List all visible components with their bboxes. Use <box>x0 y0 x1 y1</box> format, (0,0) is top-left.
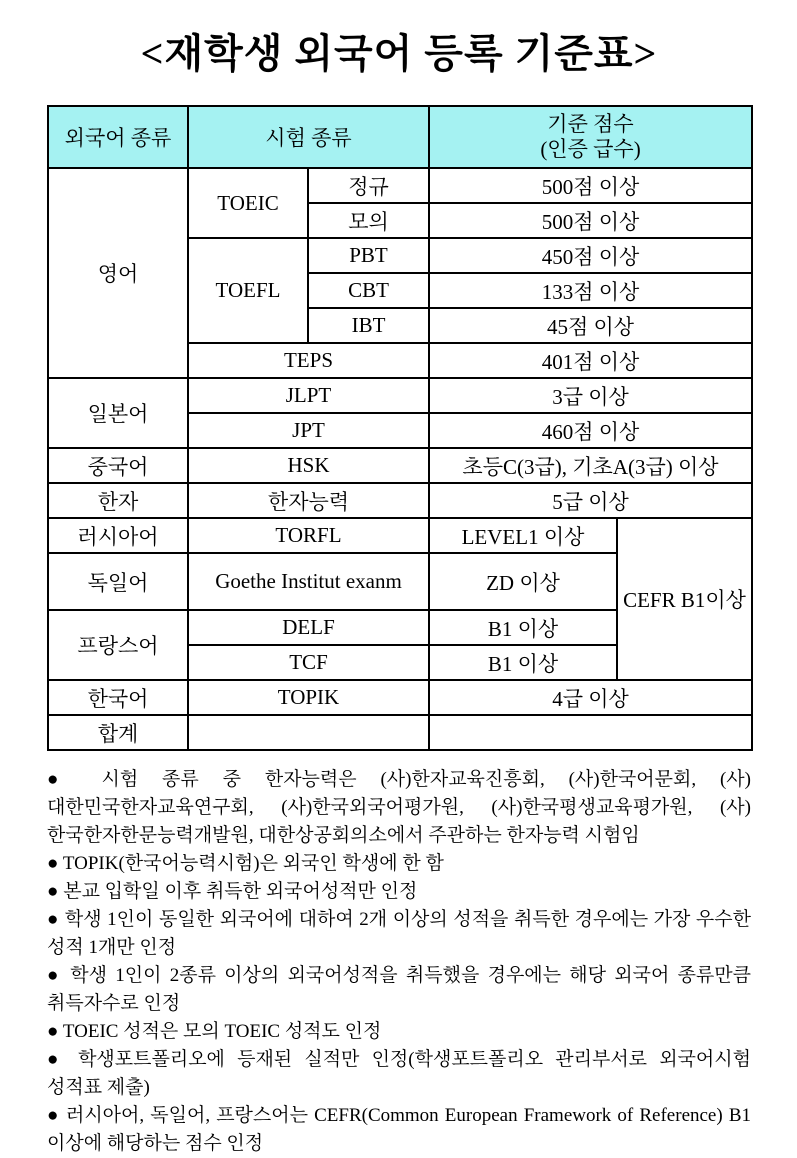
table-header-row <box>48 106 752 168</box>
cell-language-total: 합계 <box>48 715 188 750</box>
cell-score-toefl-pbt: 450점 이상 <box>429 238 752 273</box>
cell-language-korean: 한국어 <box>48 680 188 715</box>
cell-score-total-empty <box>429 715 752 750</box>
cell-language-hanja: 한자 <box>48 483 188 518</box>
header-score-line1: 기준 점수 <box>547 112 634 136</box>
note-after-admission: ● 본교 입학일 이후 취득한 외국어성적만 인정 <box>47 881 418 902</box>
note-best-score-only: ● 학생 1인이 동일한 외국어에 대하여 2개 이상의 성적을 취득한 경우에는 가장 우수한 성적 1개만 인정 <box>47 909 751 958</box>
cell-exam-hanja: 한자능력 <box>188 483 429 518</box>
page-title: <재학생 외국어 등록 기준표> <box>140 31 658 76</box>
cell-score-tcf: B1 이상 <box>429 645 617 680</box>
cell-exam-toefl-pbt: PBT <box>308 238 429 273</box>
cell-exam-toefl-cbt: CBT <box>308 273 429 308</box>
cell-score-toeic-regular: 500점 이상 <box>429 168 752 203</box>
table-row <box>48 715 752 750</box>
cell-exam-jpt: JPT <box>188 413 429 448</box>
table-row <box>48 483 752 518</box>
cell-exam-topik: TOPIK <box>188 680 429 715</box>
criteria-table <box>47 105 753 751</box>
cell-exam-toeic: TOEIC <box>188 168 308 238</box>
cell-exam-teps: TEPS <box>188 343 429 378</box>
table-row <box>48 378 752 413</box>
notes-section <box>47 766 751 1158</box>
note-mock-toeic: ● TOEIC 성적은 모의 TOEIC 성적도 인정 <box>47 1021 382 1042</box>
cell-score-hsk: 초등C(3급), 기초A(3급) 이상 <box>429 448 752 483</box>
note-portfolio: ● 학생포트폴리오에 등재된 실적만 인정(학생포트폴리오 관리부서로 외국어시험 성적표 제출) <box>47 1049 751 1098</box>
cell-score-cefr: CEFR B1이상 <box>617 518 752 680</box>
cell-exam-goethe: Goethe Institut exanm <box>188 553 429 610</box>
header-language: 외국어 종류 <box>48 106 188 168</box>
cell-language-german: 독일어 <box>48 553 188 610</box>
cell-exam-jlpt: JLPT <box>188 378 429 413</box>
cell-language-japanese: 일본어 <box>48 378 188 448</box>
header-score-line2: (인증 급수) <box>540 137 641 161</box>
table-row <box>48 518 752 553</box>
cell-language-chinese: 중국어 <box>48 448 188 483</box>
note-cefr-b1: ● 러시아어, 독일어, 프랑스어는 CEFR(Common European Framework of Reference) B1 이상에 해당하는 점수 인정 <box>47 1105 751 1154</box>
cell-score-jpt: 460점 이상 <box>429 413 752 448</box>
cell-score-teps: 401점 이상 <box>429 343 752 378</box>
cell-score-jlpt: 3급 이상 <box>429 378 752 413</box>
cell-language-english: 영어 <box>48 168 188 378</box>
note-hanja-organizations: ● 시험 종류 중 한자능력은 (사)한자교육진흥회, (사)한국어문회, (사)대한민국한자교육연구회, (사)한국외국어평가원, (사)한국평생교육평가원, (사)한국한자한문능력개발원, 대한상공회의소에서 주관하는 한자능력 시험임 <box>47 769 751 846</box>
cell-exam-torfl: TORFL <box>188 518 429 553</box>
cell-exam-delf: DELF <box>188 610 429 645</box>
cell-score-delf: B1 이상 <box>429 610 617 645</box>
cell-language-french: 프랑스어 <box>48 610 188 680</box>
cell-exam-total-empty <box>188 715 429 750</box>
cell-exam-hsk: HSK <box>188 448 429 483</box>
cell-exam-toefl: TOEFL <box>188 238 308 343</box>
cell-score-hanja: 5급 이상 <box>429 483 752 518</box>
header-score <box>429 106 752 168</box>
cell-score-topik: 4급 이상 <box>429 680 752 715</box>
cell-score-toefl-ibt: 45점 이상 <box>429 308 752 343</box>
note-multiple-languages: ● 학생 1인이 2종류 이상의 외국어성적을 취득했을 경우에는 해당 외국어 종류만큼 취득자수로 인정 <box>47 965 751 1014</box>
header-exam: 시험 종류 <box>188 106 429 168</box>
cell-score-toefl-cbt: 133점 이상 <box>429 273 752 308</box>
cell-exam-toeic-regular: 정규 <box>308 168 429 203</box>
table-row <box>48 448 752 483</box>
cell-score-goethe: ZD 이상 <box>429 553 617 610</box>
cell-exam-toefl-ibt: IBT <box>308 308 429 343</box>
cell-exam-tcf: TCF <box>188 645 429 680</box>
table-row <box>48 680 752 715</box>
cell-exam-toeic-mock: 모의 <box>308 203 429 238</box>
cell-score-torfl: LEVEL1 이상 <box>429 518 617 553</box>
cell-language-russian: 러시아어 <box>48 518 188 553</box>
table-row <box>48 168 752 203</box>
note-topik-foreign-students: ● TOPIK(한국어능력시험)은 외국인 학생에 한 함 <box>47 853 444 874</box>
cell-score-toeic-mock: 500점 이상 <box>429 203 752 238</box>
